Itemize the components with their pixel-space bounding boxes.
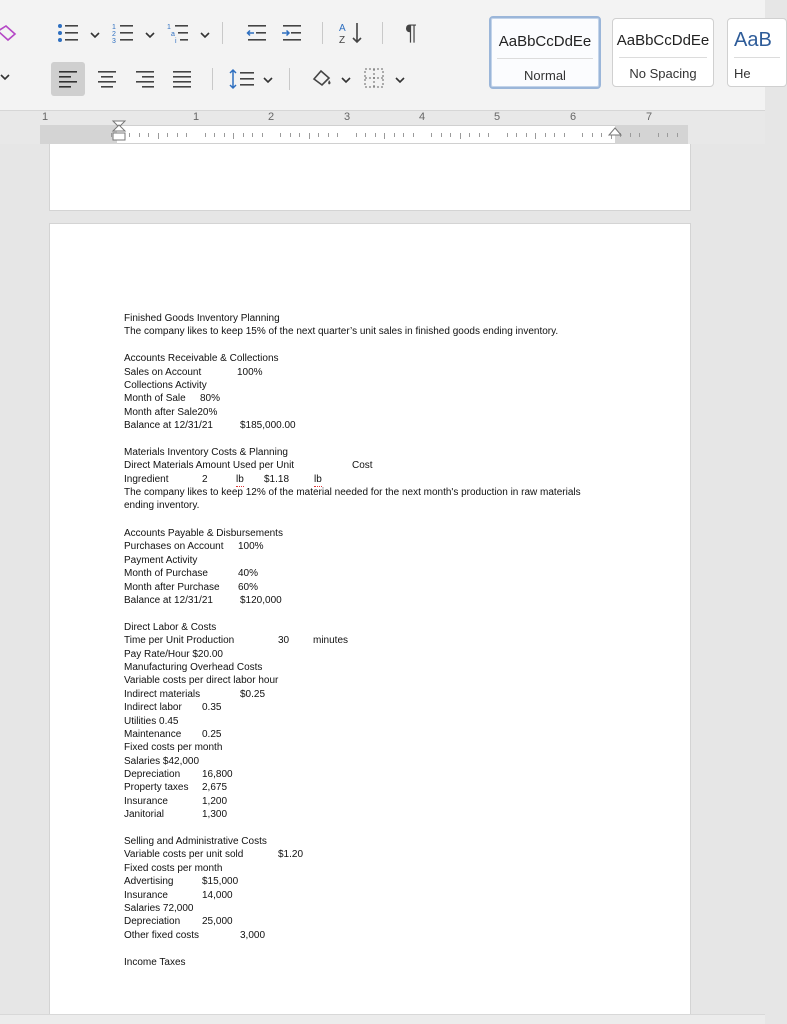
borders-icon[interactable] xyxy=(360,64,388,92)
line-label: Janitorial xyxy=(124,809,165,821)
line-label: Time per Unit Production xyxy=(124,635,235,647)
status-bar xyxy=(0,1014,765,1024)
previous-page xyxy=(49,144,691,211)
style-normal[interactable] xyxy=(489,16,601,89)
section-heading: Finished Goods Inventory Planning xyxy=(124,313,280,324)
line-label: Depreciation xyxy=(124,769,181,781)
ruler-tick xyxy=(365,133,366,137)
line-label: Fixed costs per month xyxy=(124,742,223,754)
toolbar-separator xyxy=(212,68,213,90)
shading-icon[interactable] xyxy=(308,64,336,92)
svg-text:i: i xyxy=(175,38,177,45)
ruler-tick xyxy=(545,133,546,137)
line-label: Fixed costs per month xyxy=(124,862,223,874)
right-indent-marker[interactable] xyxy=(608,124,622,134)
line-value: $1.20 xyxy=(278,849,304,861)
line-label: Indirect materials xyxy=(124,688,201,700)
ruler-tick xyxy=(309,133,310,139)
line-value: 0.35 xyxy=(202,702,222,714)
align-right-icon[interactable] xyxy=(132,66,158,92)
svg-text:Z: Z xyxy=(339,35,346,46)
ruler-tick xyxy=(667,133,668,137)
line-label: Property taxes xyxy=(124,782,189,794)
line-value: 60% xyxy=(238,581,259,593)
ruler-tick xyxy=(158,133,159,139)
align-left-button[interactable] xyxy=(51,62,85,96)
ruler-tick xyxy=(290,133,291,137)
line-value: $1.18 xyxy=(264,473,290,485)
numbering-icon[interactable] xyxy=(110,21,136,45)
bullets-icon[interactable] xyxy=(55,21,81,45)
line-label: Variable costs per direct labor hour xyxy=(124,675,279,687)
paragraph: The company likes to keep 15% of the next quarter’s unit sales in finished goods ending inventory. xyxy=(124,326,559,338)
line-value: $185,000.00 xyxy=(240,420,296,432)
line-label: Salaries $42,000 xyxy=(124,755,200,767)
document-body[interactable] xyxy=(124,312,604,969)
svg-text:1: 1 xyxy=(112,24,116,31)
line-label: Depreciation xyxy=(124,916,181,928)
ruler-tick xyxy=(460,133,461,139)
ruler-tick xyxy=(375,133,376,137)
line-label: Advertising xyxy=(124,876,174,888)
paragraph: The company likes to keep 12% of the material needed for the next month's production in raw materials ending inventory. xyxy=(124,487,581,512)
ruler-tick xyxy=(582,133,583,137)
ruler-tick xyxy=(413,133,414,137)
clear-formatting-icon[interactable] xyxy=(0,24,18,46)
divider xyxy=(497,58,593,59)
decrease-indent-icon[interactable] xyxy=(244,21,270,45)
line-value: 14,000 xyxy=(202,889,233,901)
line-label: Month after Sale20% xyxy=(124,406,218,418)
toolbar-separator xyxy=(222,22,223,44)
ruler-tick xyxy=(535,133,536,139)
style-heading[interactable] xyxy=(727,18,787,87)
ruler-tick xyxy=(469,133,470,137)
line-label: Utilities 0.45 xyxy=(124,715,179,727)
line-label: Collections Activity xyxy=(124,379,207,391)
ruler-number: 5 xyxy=(494,111,501,123)
chevron-down-icon[interactable] xyxy=(89,28,101,40)
line-label: Direct Materials Amount Used per Unit xyxy=(124,460,295,472)
ribbon-toolbar xyxy=(0,0,772,111)
ruler-tick xyxy=(224,133,225,137)
line-label: Pay Rate/Hour $20.00 xyxy=(124,648,223,660)
ruler-tick xyxy=(658,133,659,137)
line-value: 40% xyxy=(238,568,259,580)
divider xyxy=(734,57,780,58)
line-label: Maintenance xyxy=(124,728,182,740)
chevron-down-icon[interactable] xyxy=(262,73,274,85)
ruler-tick xyxy=(129,133,130,137)
style-sample: AaBbCcDdEe xyxy=(498,33,592,50)
ruler-tick xyxy=(507,133,508,137)
ruler-number: 4 xyxy=(419,111,426,123)
horizontal-ruler[interactable] xyxy=(0,111,765,144)
line-label: Salaries 72,000 xyxy=(124,903,194,914)
ruler-number: 7 xyxy=(646,111,653,123)
multilevel-list-icon[interactable] xyxy=(165,21,191,45)
divider xyxy=(619,57,707,58)
section-heading: Accounts Receivable & Collections xyxy=(124,353,279,365)
line-value: 1,300 xyxy=(202,809,228,821)
svg-text:2: 2 xyxy=(112,31,116,38)
increase-indent-icon[interactable] xyxy=(279,21,305,45)
ruler-number: 6 xyxy=(570,111,577,123)
ruler-tick xyxy=(139,133,140,137)
ruler-tick xyxy=(214,133,215,137)
style-sample: AaB xyxy=(734,29,772,51)
ruler-tick xyxy=(441,133,442,137)
line-label: Variable costs per unit sold xyxy=(124,849,244,861)
ruler-number: 2 xyxy=(268,111,275,123)
hanging-indent-marker[interactable] xyxy=(112,124,126,142)
line-spacing-icon[interactable] xyxy=(227,66,257,92)
line-label: Ingredient xyxy=(124,473,169,485)
ruler-tick xyxy=(384,133,385,139)
ruler-tick xyxy=(403,133,404,137)
line-label: Other fixed costs xyxy=(124,929,200,941)
ruler-tick xyxy=(564,133,565,137)
svg-text:A: A xyxy=(339,23,346,34)
section-heading: Manufacturing Overhead Costs xyxy=(124,661,263,673)
section-heading: Direct Labor & Costs xyxy=(124,621,217,633)
ruler-tick xyxy=(592,133,593,137)
line-value: $0.25 xyxy=(240,688,266,700)
line-value: $120,000 xyxy=(240,595,282,607)
style-no-spacing[interactable] xyxy=(612,18,714,87)
toolbar-separator xyxy=(322,22,323,44)
justify-icon[interactable] xyxy=(169,66,195,92)
ruler-tick xyxy=(677,133,678,137)
line-value: 1,200 xyxy=(202,795,228,807)
line-label: Month of Purchase xyxy=(124,568,208,580)
line-unit: lb xyxy=(236,473,244,487)
ruler-tick xyxy=(262,133,263,137)
ruler-tick xyxy=(280,133,281,137)
ruler-number: 1 xyxy=(42,111,49,123)
ruler-text-area xyxy=(40,125,688,144)
chevron-down-icon[interactable] xyxy=(340,73,352,85)
line-label: Insurance xyxy=(124,795,168,807)
svg-text:a: a xyxy=(171,31,175,38)
ruler-left-margin xyxy=(40,125,117,144)
ruler-tick xyxy=(394,133,395,137)
ruler-tick xyxy=(630,133,631,137)
ruler-tick xyxy=(488,133,489,137)
line-unit: lb xyxy=(314,473,322,487)
style-name: No Spacing xyxy=(629,66,697,81)
line-value: 100% xyxy=(238,541,264,553)
chevron-down-icon[interactable] xyxy=(394,73,406,85)
chevron-down-icon[interactable] xyxy=(0,70,12,82)
ruler-tick xyxy=(177,133,178,137)
ruler-tick xyxy=(243,133,244,137)
ruler-tick xyxy=(554,133,555,137)
ruler-tick xyxy=(526,133,527,137)
ruler-tick xyxy=(450,133,451,137)
line-label: Balance at 12/31/21 xyxy=(124,595,213,607)
ruler-tick xyxy=(186,133,187,137)
line-value: 100% xyxy=(237,366,263,378)
line-label: Month of Sale xyxy=(124,393,186,405)
line-value: 25,000 xyxy=(202,916,233,928)
svg-text:3: 3 xyxy=(112,38,116,45)
toolbar-separator xyxy=(289,68,290,90)
section-heading: Income Taxes xyxy=(124,956,186,968)
section-heading: Materials Inventory Costs & Planning xyxy=(124,446,288,458)
ruler-tick xyxy=(167,133,168,137)
ruler-tick xyxy=(431,133,432,137)
line-label: Cost xyxy=(352,460,373,472)
ruler-tick xyxy=(148,133,149,137)
align-center-icon[interactable] xyxy=(94,66,120,92)
style-name: He xyxy=(734,66,751,81)
ruler-tick xyxy=(299,133,300,137)
ruler-number: 3 xyxy=(344,111,351,123)
toolbar-separator xyxy=(382,22,383,44)
ruler-tick xyxy=(233,133,234,139)
line-unit: minutes xyxy=(313,635,349,647)
ruler-tick xyxy=(252,133,253,137)
line-label: Indirect labor xyxy=(124,702,182,714)
pilcrow-icon[interactable]: ¶ xyxy=(405,20,417,45)
ruler-tick xyxy=(328,133,329,137)
line-label: Month after Purchase xyxy=(124,581,220,593)
ruler-number: 1 xyxy=(193,111,200,123)
ruler-tick xyxy=(516,133,517,137)
section-heading: Selling and Administrative Costs xyxy=(124,836,267,848)
ruler-tick xyxy=(337,133,338,137)
ruler-tick xyxy=(205,133,206,137)
first-line-indent-marker[interactable] xyxy=(112,115,126,123)
line-label: Payment Activity xyxy=(124,554,198,566)
line-value: 2 xyxy=(202,473,208,485)
line-value: $15,000 xyxy=(202,876,239,888)
ruler-tick xyxy=(318,133,319,137)
line-label: Balance at 12/31/21 xyxy=(124,420,213,432)
svg-text:1: 1 xyxy=(167,24,171,31)
line-value: 0.25 xyxy=(202,728,222,740)
ruler-tick xyxy=(639,133,640,137)
style-name: Normal xyxy=(524,68,566,83)
line-value: 80% xyxy=(200,393,221,405)
section-heading: Accounts Payable & Disbursements xyxy=(124,528,283,540)
style-sample: AaBbCcDdEe xyxy=(616,32,710,49)
line-value: 16,800 xyxy=(202,769,233,781)
sort-icon[interactable] xyxy=(336,19,366,47)
line-label: Sales on Account xyxy=(124,366,202,378)
line-label: Purchases on Account xyxy=(124,541,224,553)
line-value: 3,000 xyxy=(240,929,266,941)
ruler-tick xyxy=(601,133,602,137)
chevron-down-icon[interactable] xyxy=(144,28,156,40)
ruler-tick xyxy=(479,133,480,137)
line-label: Insurance xyxy=(124,889,168,901)
line-value: 30 xyxy=(278,635,290,647)
ruler-tick xyxy=(356,133,357,137)
line-value: 2,675 xyxy=(202,782,228,794)
chevron-down-icon[interactable] xyxy=(199,28,211,40)
